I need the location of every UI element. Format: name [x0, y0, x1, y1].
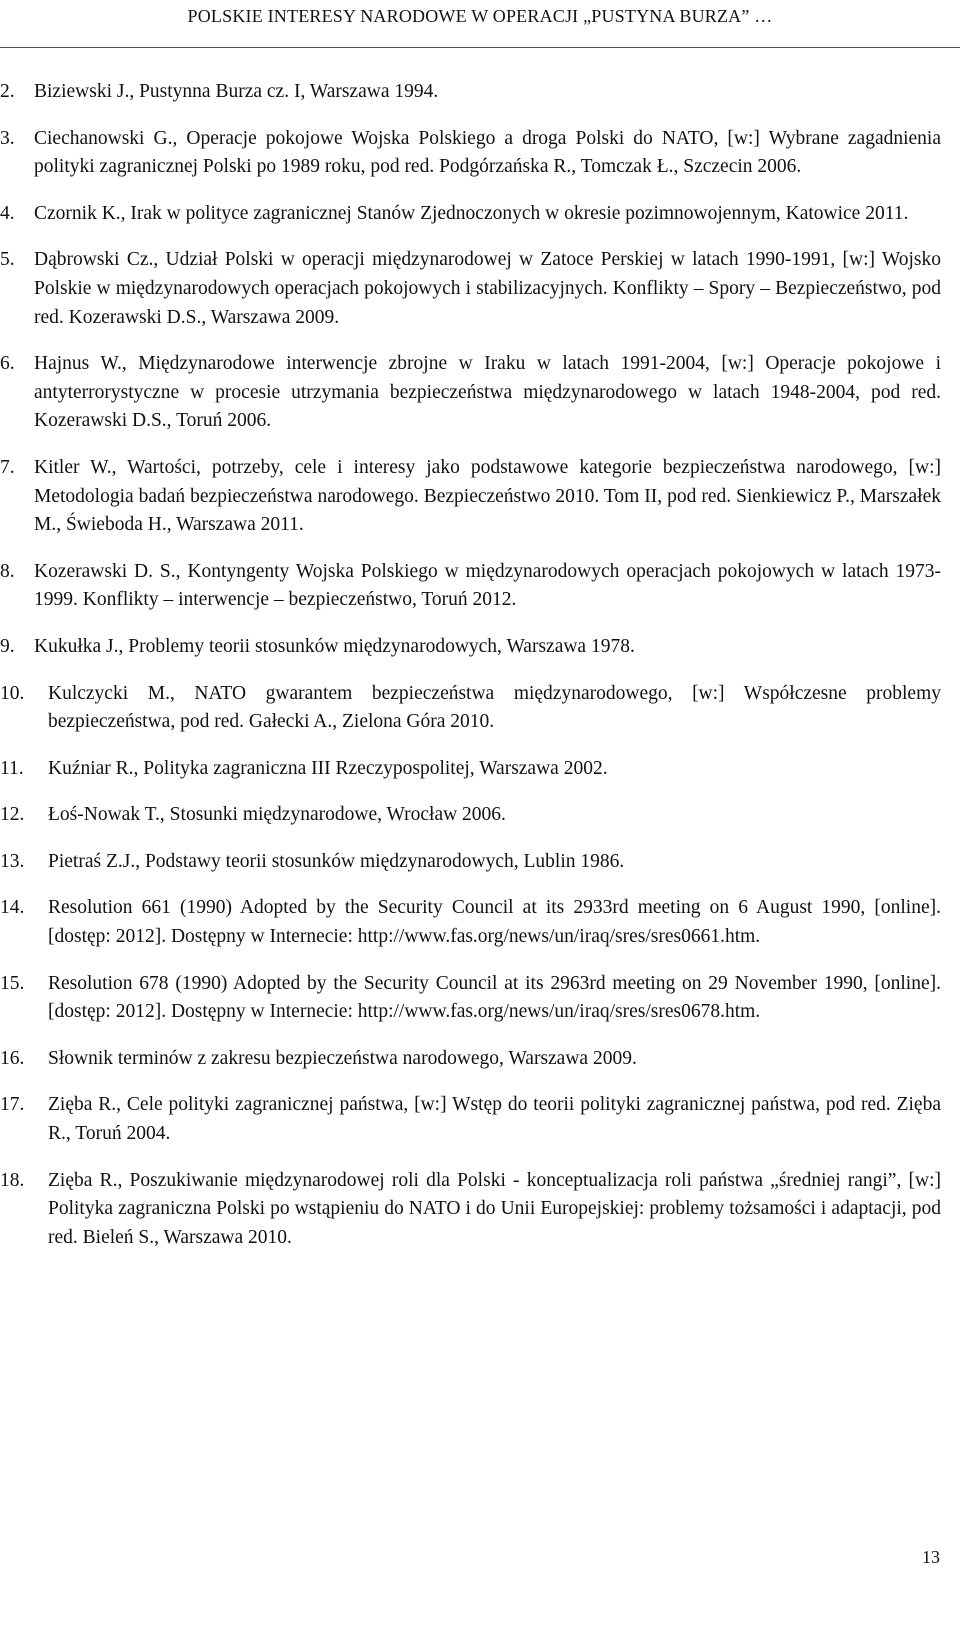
bibliography-entry	[0, 1167, 941, 1253]
bibliography-entry	[0, 454, 941, 540]
bibliography-entry	[0, 246, 941, 332]
entry-number: 16.	[0, 1047, 25, 1069]
entry-text: Dąbrowski Cz., Udział Polski w operacji międzynarodowej w Zatoce Perskiej w latach 1990-1991, [w:] Wojsko Polskie w międzynarodowych operacjach pokojowych i stabilizacyjnych. Konflikty – Spory – Bezpieczeństwo, pod red. Kozerawski D.S., Warszawa 2009.	[34, 249, 941, 328]
bibliography-entry	[0, 633, 941, 662]
bibliography-entry	[0, 848, 941, 877]
entry-text: Kulczycki M., NATO gwarantem bezpieczeństwa międzynarodowego, [w:] Współczesne problemy bezpieczeństwa, pod red. Gałecki A., Zielona Góra 2010.	[48, 682, 941, 733]
entry-text: Resolution 678 (1990) Adopted by the Security Council at its 2963rd meeting on 29 November 1990, [online]. [dostęp: 2012]. Dostępny w Internecie: http://www.fas.org/news/un/iraq/sres/sres0678.htm.	[48, 972, 941, 1023]
bibliography-entry	[0, 970, 941, 1027]
entry-number: 3.	[0, 127, 15, 149]
entry-text: Zięba R., Cele polityki zagranicznej państwa, [w:] Wstęp do teorii polityki zagranicznej państwa, pod red. Zięba R., Toruń 2004.	[48, 1094, 941, 1145]
bibliography-entry	[0, 1091, 941, 1148]
entry-text: Łoś-Nowak T., Stosunki międzynarodowe, Wrocław 2006.	[48, 804, 506, 826]
entry-text: Kitler W., Wartości, potrzeby, cele i interesy jako podstawowe kategorie bezpieczeństwa narodowego, [w:] Metodologia badań bezpieczeństwa narodowego. Bezpieczeństwo 2010. Tom II, pod red. Sienkiewicz P., Marszałek M., Świeboda H., Warszawa 2011.	[34, 456, 941, 536]
bibliography-list	[0, 78, 960, 1270]
entry-text: Pietraś Z.J., Podstawy teorii stosunków międzynarodowych, Lublin 1986.	[48, 850, 625, 872]
bibliography-entry	[0, 558, 941, 615]
page-number: 13	[922, 1547, 940, 1567]
entry-number: 12.	[0, 804, 25, 826]
entry-number: 4.	[0, 202, 15, 224]
entry-number: 17.	[0, 1094, 25, 1116]
running-header	[0, 0, 960, 48]
bibliography-entry	[0, 894, 941, 951]
entry-number: 11.	[0, 757, 24, 779]
entry-text: Ciechanowski G., Operacje pokojowe Wojska Polskiego a droga Polski do NATO, [w:] Wybrane zagadnienia polityki zagranicznej Polski po 1989 roku, pod red. Podgórzańska R., Tomczak Ł., Szczecin 2006.	[34, 127, 941, 178]
entry-number: 2.	[0, 81, 15, 102]
entry-number: 9.	[0, 635, 15, 657]
entry-number: 6.	[0, 353, 15, 375]
entry-number: 10.	[0, 682, 25, 704]
entry-number: 13.	[0, 850, 25, 872]
entry-number: 18.	[0, 1169, 25, 1191]
entry-text: Kozerawski D. S., Kontyngenty Wojska Polskiego w międzynarodowych operacjach pokojowych w latach 1973-1999. Konflikty – interwencje – bezpieczeństwo, Toruń 2012.	[34, 560, 941, 611]
bibliography-entry	[0, 680, 941, 737]
bibliography-entry	[0, 801, 941, 830]
entry-number: 14.	[0, 897, 25, 919]
entry-text: Słownik terminów z zakresu bezpieczeństwa narodowego, Warszawa 2009.	[48, 1047, 637, 1069]
bibliography-entry	[0, 78, 941, 107]
entry-number: 7.	[0, 456, 15, 478]
bibliography-entry	[0, 200, 941, 229]
running-header-title: POLSKIE INTERESY NARODOWE W OPERACJI „PUSTYNA BURZA” …	[187, 6, 773, 26]
entry-text: Kukułka J., Problemy teorii stosunków międzynarodowych, Warszawa 1978.	[34, 635, 635, 657]
entry-number: 8.	[0, 560, 15, 582]
bibliography-entry	[0, 350, 941, 436]
bibliography-entry	[0, 755, 941, 784]
bibliography-entry	[0, 125, 941, 182]
entry-number: 15.	[0, 972, 25, 994]
entry-text: Biziewski J., Pustynna Burza cz. I, Warszawa 1994.	[34, 81, 439, 102]
entry-text: Resolution 661 (1990) Adopted by the Security Council at its 2933rd meeting on 6 August 1990, [online]. [dostęp: 2012]. Dostępny w Internecie: http://www.fas.org/news/un/iraq/sres/sres0661.htm.	[48, 897, 941, 948]
entry-text: Kuźniar R., Polityka zagraniczna III Rzeczypospolitej, Warszawa 2002.	[48, 757, 608, 779]
bibliography-entry	[0, 1045, 941, 1074]
entry-text: Hajnus W., Międzynarodowe interwencje zbrojne w Iraku w latach 1991-2004, [w:] Operacje pokojowe i antyterrorystyczne w procesie utrzymania bezpieczeństwa międzynarodowego w latach 1948-2004, pod red. Kozerawski D.S., Toruń 2006.	[34, 353, 941, 432]
entry-text: Zięba R., Poszukiwanie międzynarodowej roli dla Polski - konceptualizacja roli państwa „średniej rangi”, [w:] Polityka zagraniczna Polski po wstąpieniu do NATO i do Unii Europejskiej: problemy tożsamości i adaptacji, pod red. Bieleń S., Warszawa 2010.	[48, 1169, 941, 1248]
entry-text: Czornik K., Irak w polityce zagranicznej Stanów Zjednoczonych w okresie pozimnowojennym, Katowice 2011.	[34, 202, 909, 224]
entry-number: 5.	[0, 249, 15, 271]
